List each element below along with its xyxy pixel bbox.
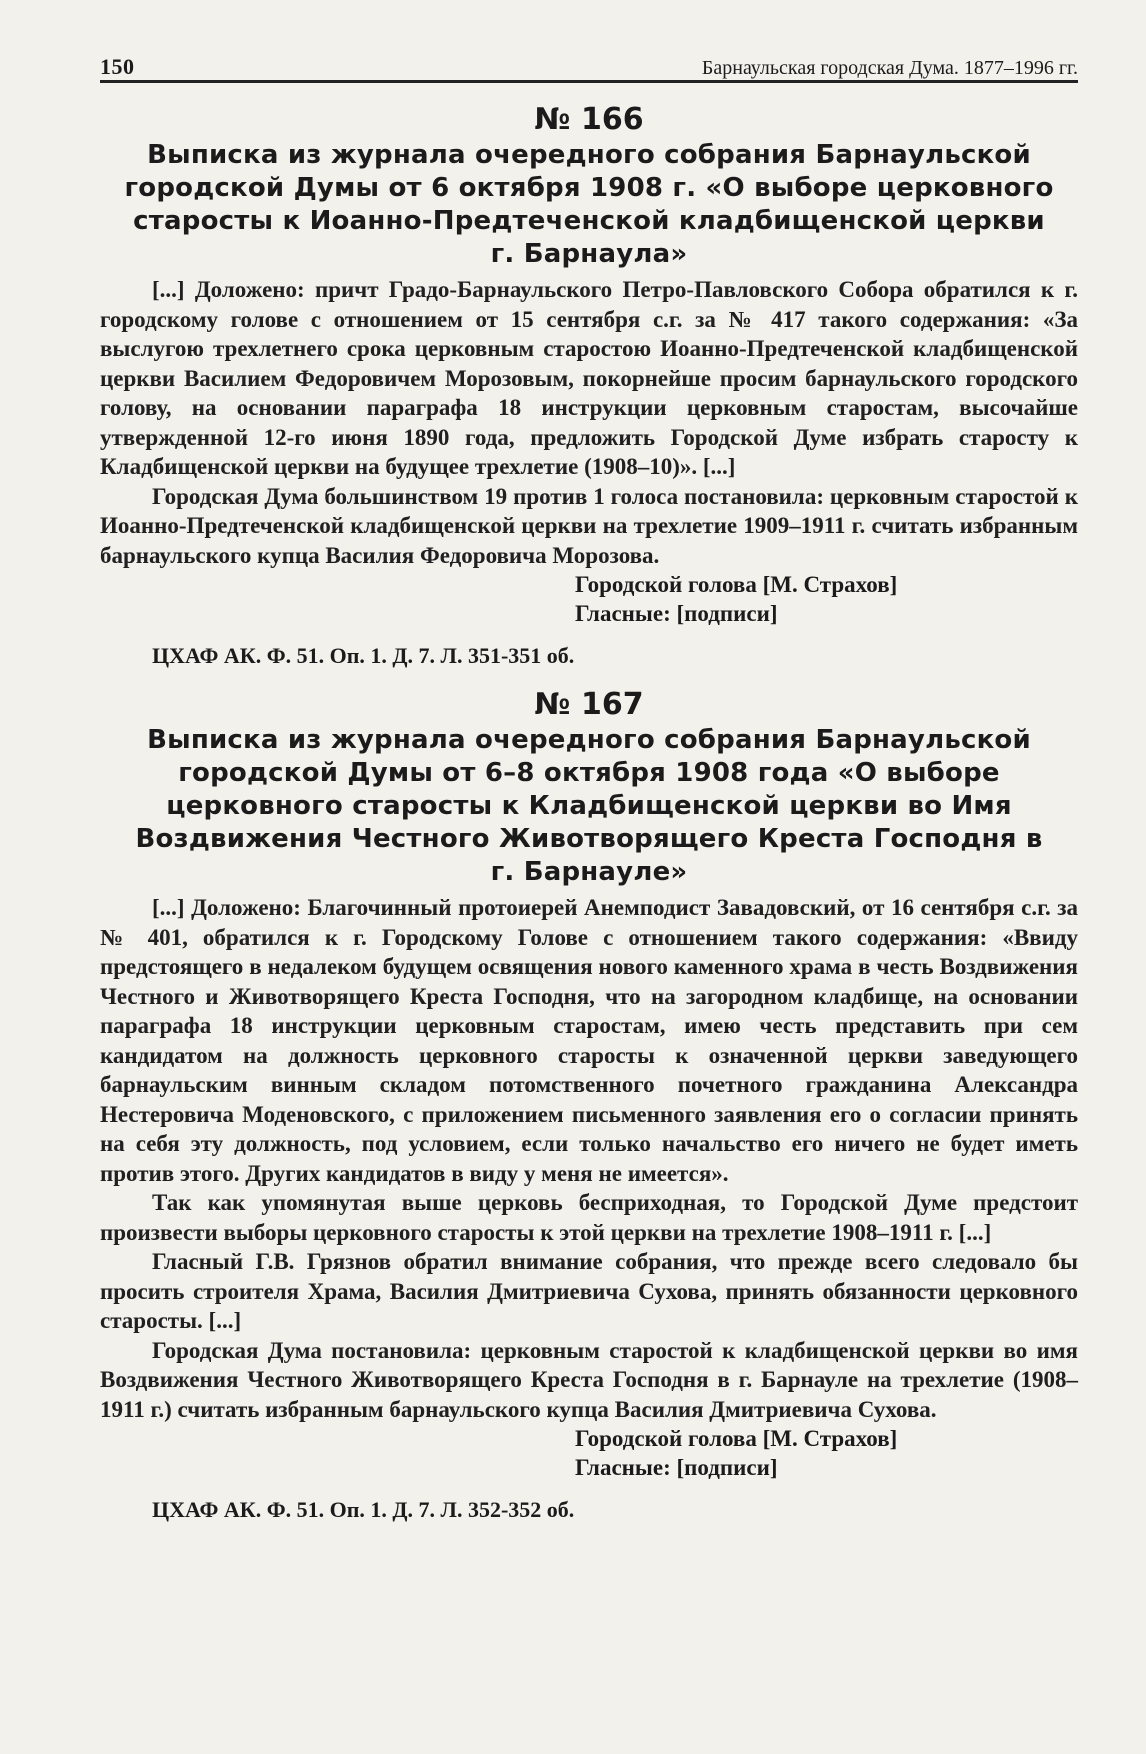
signature-members: Гласные: [подписи] <box>575 1455 778 1480</box>
page-number: 150 <box>100 54 135 79</box>
paragraph: [...] Доложено: Благочинный протоиерей Анемподист Завадовский, от 16 сентября с.г. за № 401, обратился к г. Городскому Голове с отношением такого содержания: «Ввиду предстоящего в недалеком будущем освящения нового каменного храма в честь Воздвижения Честного и Животворящего Креста Господня, что на загородном кладбище, на основании параграфа 18 инструкции церковным старостам, имею честь представить при сем кандидатом на должность церковного старосты к означенной церкви заведующего барнаульским винным складом потомственного почетного гражданина Александра Нестеровича Моденовского, с приложением письменного заявления его о согласии принять на себя эту должность, под условием, если только начальство его ничего не будет иметь против этого. Других кандидатов в виду у меня не имеется». <box>100 895 1078 1186</box>
paragraph: Городская Дума большинством 19 против 1 голоса постановила: церковным старостой к Иоанно-Предтеченской кладбищенской церкви на трехлетие 1909–1911 г. считать избранным барнаульского купца Василия Федоровича Морозова. <box>100 483 1078 568</box>
paragraph: [...] Доложено: причт Градо-Барнаульского Петро-Павловского Собора обратился к г. городскому голове с отношением от 15 сентября с.г. за № 417 такого содержания: «За выслугою трехлетнего срока церковным старостою Иоанно-Предтеченской кладбищенской церкви Василием Федоровичем Морозовым, покорнейше просим барнаульского городского голову, на основании параграфа 18 инструкции церковным старостам, высочайше утвержденной 12-го июня 1890 года, предложить Городской Думе избрать старосту к Кладбищенской церкви на будущее трехлетие (1908–10)». [...] <box>100 277 1078 479</box>
document-166 <box>100 103 1078 670</box>
paragraph: Городская Дума постановила: церковным старостой к кладбищенской церкви во имя Воздвижения Честного Животворящего Креста Господня в г. Барнауле на трехлетие (1908–1911 г.) считать избранным барнаульского купца Василия Дмитриевича Сухова. <box>100 1337 1078 1422</box>
paragraph: Гласный Г.В. Грязнов обратил внимание собрания, что прежде всего следовало бы просить строителя Храма, Василия Дмитриевича Сухова, принять обязанности церковного старосты. [...] <box>100 1249 1078 1333</box>
running-title: Барнаульская городская Дума. 1877–1996 гг. <box>701 57 1078 79</box>
archive-reference: ЦХАФ АК. Ф. 51. Оп. 1. Д. 7. Л. 351-351 об. <box>152 643 575 668</box>
document-number: № 167 <box>534 687 644 722</box>
archive-reference: ЦХАФ АК. Ф. 51. Оп. 1. Д. 7. Л. 352-352 об. <box>152 1497 575 1522</box>
document-number: № 166 <box>534 102 644 137</box>
document-title: Выписка из журнала очередного собрания Барнаульской городской Думы от 6–8 октября 1908 года «О выборе церковного старосты к Кладбищенской церкви во Имя Воздвижения Честного Животворящего Креста Господня в г. Барнауле» <box>135 725 1043 887</box>
running-head <box>100 0 1078 83</box>
paragraph: Так как упомянутая выше церковь бесприходная, то Городской Думе предстоит произвести выборы церковного старосты к этой церкви на трехлетие 1908–1911 г. [...] <box>100 1190 1078 1245</box>
document-title: Выписка из журнала очередного собрания Барнаульской городской Думы от 6 октября 1908 г. «О выборе церковного старосты к Иоанно-Предтеченской кладбищенской церкви г. Барнаула» <box>124 140 1054 269</box>
signature-head: Городской голова [М. Страхов] <box>575 1426 898 1451</box>
signature-head: Городской голова [М. Страхов] <box>575 572 898 597</box>
document-167 <box>100 688 1078 1524</box>
signature-members: Гласные: [подписи] <box>575 601 778 626</box>
